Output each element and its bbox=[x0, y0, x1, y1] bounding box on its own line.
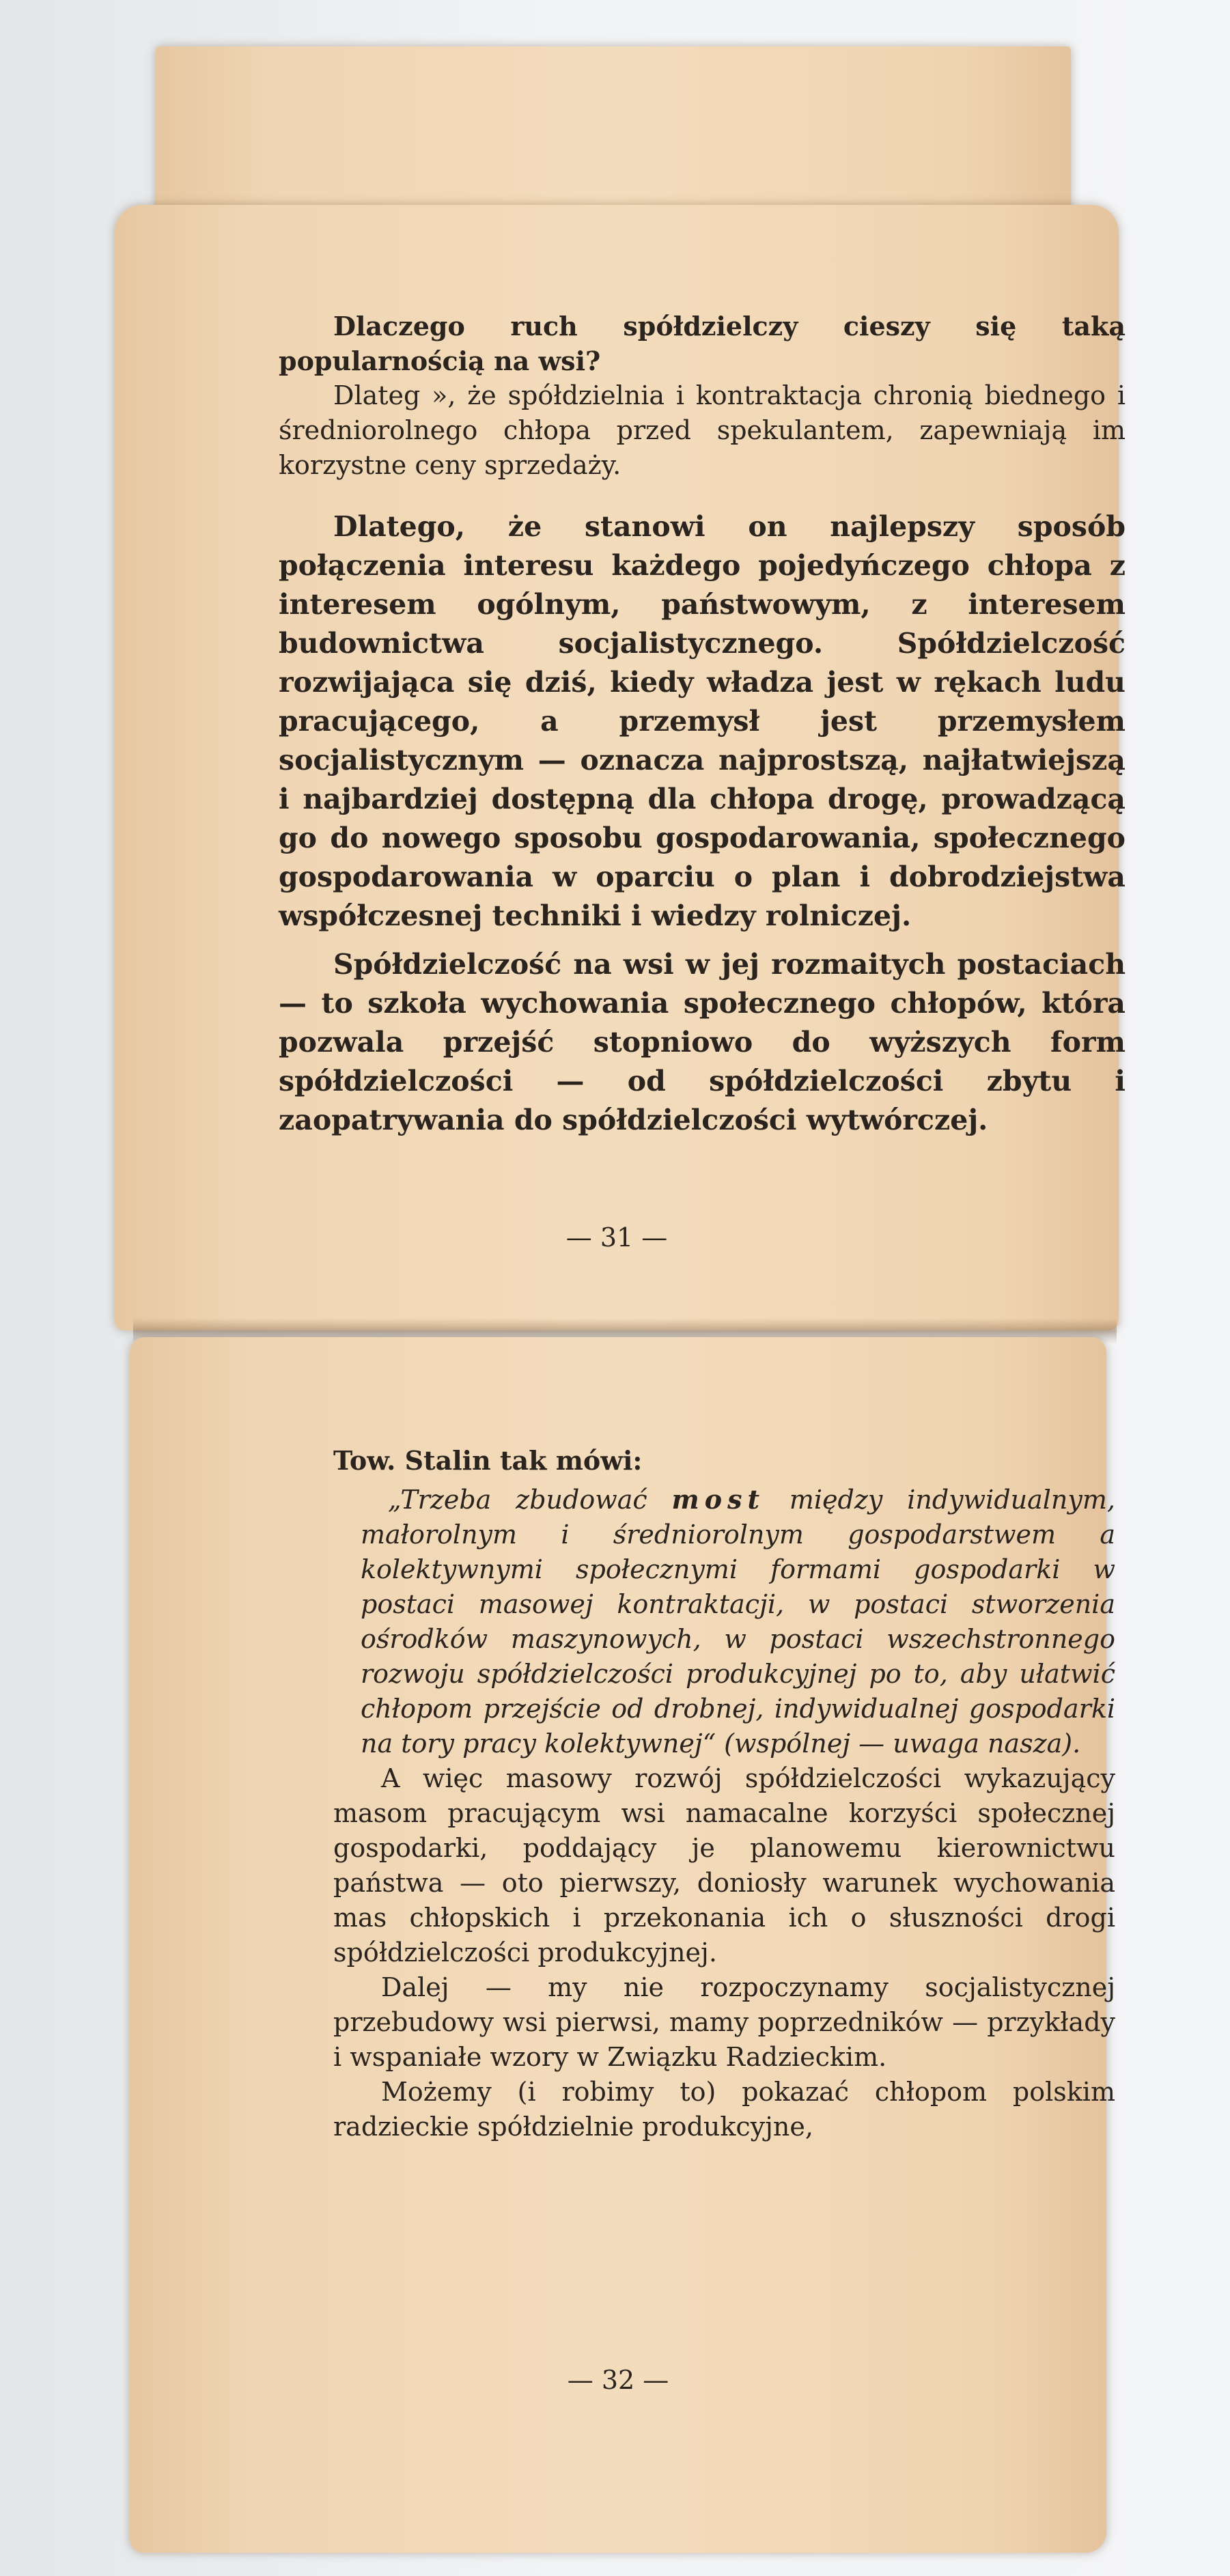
page-31 bbox=[115, 205, 1126, 1330]
quote-rest: między indywidualnym, małorolnym i średniorolnym gospodarstwem a kolektywnymi społecznymi formami gospodarki w postaci masowej kontraktacji, w postaci stworzenia ośrodków maszynowych, w postaci wszechstronnego rozwoju spółdzielczości produkcyjnej po to, aby ułatwić chłopom przejście od drobnej, indywidualnej gospodarki na tory pracy kolektywnej“ (wspólnej — uwaga nasza). bbox=[361, 1485, 1115, 1759]
paragraph-school: Spółdzielczość na wsi w jej rozmaitych postaciach — to szkoła wychowania społecznego chłopów, która pozwala przejść stopniowo do wyższych form spółdzielczości — od spółdzielczości zbytu i zaopatrywania do spółdzielczości wytwórczej. bbox=[279, 948, 1126, 1136]
quote-attribution: Tow. Stalin tak mówi: bbox=[333, 1445, 643, 1476]
paragraph-show-peasants: Możemy (i robimy to) pokazać chłopom polskim radzieckie spółdzielnie produkcyjne, bbox=[333, 2077, 1115, 2142]
paragraph-answer-2: Dlatego, że stanowi on najlepszy sposób połączenia interesu każdego pojedyńczego chłopa z interesem ogólnym, państwowym, z interesem budownictwa socjalistycznego. Spółdzielczość rozwijająca się dziś, kiedy władza jest w rękach ludu pracującego, a przemysł jest przemysłem socjalistycznym — oznacza najprostszą, najłatwiejszą i najbardziej dostępną dla chłopa drogę, prowadzącą go do nowego sposobu gospodarowania, społecznego gospodarowania w oparciu o plan i dobrodziejstwa współczesnej techniki i wiedzy rolniczej. bbox=[279, 510, 1126, 932]
quote-emphasis: most bbox=[671, 1484, 766, 1515]
page-number: — 31 — bbox=[565, 1222, 668, 1252]
quote-lead: „Trzeba zbudować bbox=[388, 1485, 672, 1515]
paragraph-question: Dlaczego ruch spółdzielczy cieszy się taką popularnością na wsi? bbox=[279, 311, 1126, 376]
stalin-quote bbox=[333, 1482, 1115, 1761]
page-32-text bbox=[333, 1443, 1115, 2144]
paragraph-predecessors: Dalej — my nie rozpoczynamy socjalistycznej przebudowy wsi pierwsi, mamy poprzedników — przykłady i wspaniałe wzory w Związku Radzieckim. bbox=[333, 1972, 1115, 2072]
paragraph-answer-1: Dlateg », że spółdzielnia i kontraktacja chronią biednego i średniorolnego chłopa przed spekulantem, zapewniają im korzystne ceny sprzedaży. bbox=[279, 380, 1126, 480]
top-page-edge bbox=[156, 46, 1071, 223]
page-number: — 32 — bbox=[567, 2365, 669, 2395]
paragraph-mass-development: A więc masowy rozwój spółdzielczości wykazujący masom pracującym wsi namacalne korzyści społecznej gospodarki, poddający je planowemu kierownictwu państwa — oto pierwszy, doniosły warunek wychowania mas chłopskich i przekonania ich o słuszności drogi spółdzielczości produkcyjnej. bbox=[333, 1763, 1115, 1968]
page-31-text bbox=[279, 309, 1126, 1140]
page-32 bbox=[130, 1337, 1115, 2553]
